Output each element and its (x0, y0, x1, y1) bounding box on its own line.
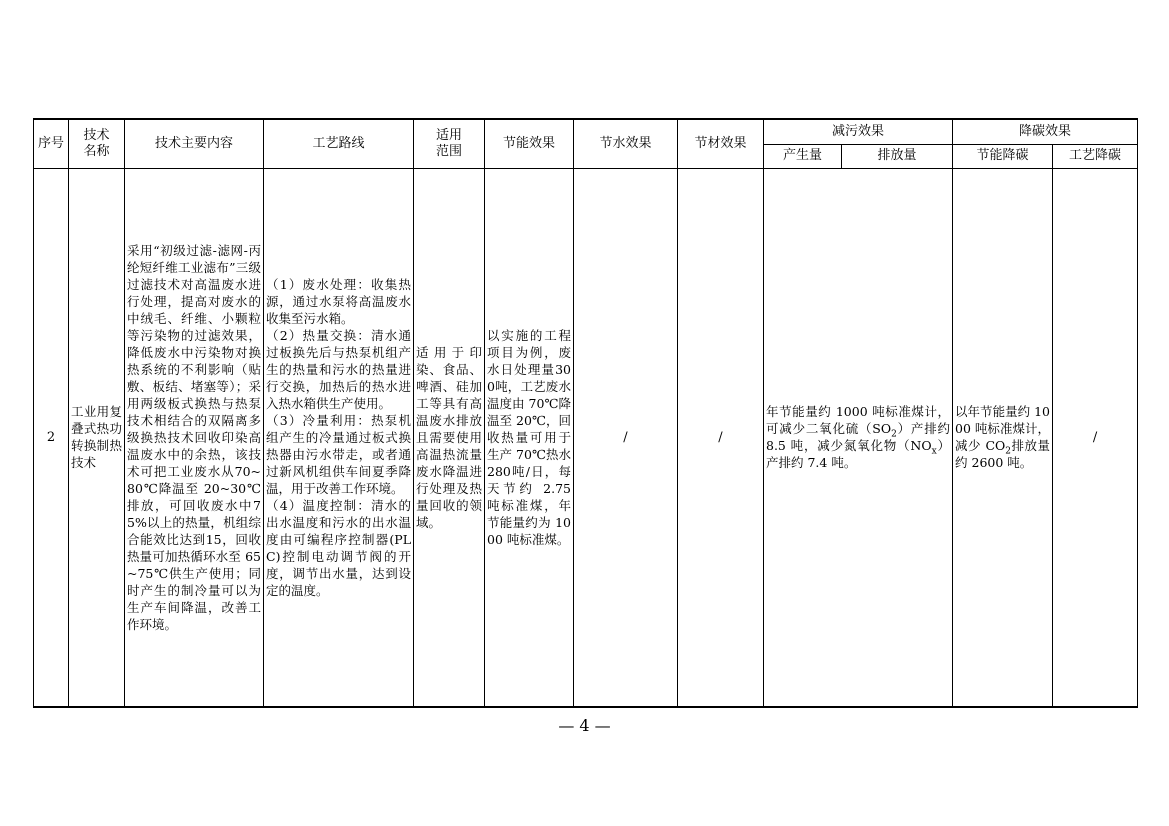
pollution-text-b: ）产排约 8.5 吨，减少氮氧化物（NO (766, 421, 951, 454)
header-seq: 序号 (34, 119, 69, 168)
carbon-sub: 2 (1005, 446, 1012, 457)
header-material: 节材效果 (678, 119, 764, 168)
header-process: 工艺路线 (264, 119, 414, 168)
header-content: 技术主要内容 (125, 119, 264, 168)
header-pollution: 减污效果 (764, 119, 953, 144)
page-number: — 4 — (558, 716, 611, 735)
pollution-sub-2: x (931, 446, 937, 457)
cell-tech-name: 工业用复叠式热功转换制热技术 (69, 168, 125, 707)
cell-water: / (574, 168, 678, 707)
pollution-text-a: 年节能量约 1000 吨标准煤计，可减少二氧化硫（SO (766, 404, 951, 437)
cell-content: 采用“初级过滤-滤网-丙纶短纤维工业滤布”三级过滤技术对高温废水进行处理，提高对废水的中绒毛、纤维、小颗粒等污染物的过滤效果，降低废水中污染物对换热系统的不利影响（贴敷、板结、堵塞等）；采用两级板式换热与热泵技术相结合的双隔离多级换热技术回收印染高温废水中的余热，该技术可把工业废水从70~80℃降温至 20~30℃排放，可回收废水中75%以上的热量，机组综合能效比达到15，回收热量可加热循环水至 65~75℃供生产使用；同时产生的制冷量可以为生产车间降温，改善工作环境。 (125, 168, 264, 707)
cell-material: / (678, 168, 764, 707)
cell-energy: 以实施的工程项目为例，废水日处理量300吨，工艺废水温度由 70℃降温至 20℃，回收热量可用于生产 70℃热水 280吨/日，每天节约 2.75 吨标准煤，年节能量约为 1000 吨标准煤。 (485, 168, 574, 707)
table-row (34, 168, 1138, 707)
carbon-text-a: 以年节能量约 1000 吨标准煤计，减少 CO (955, 404, 1051, 454)
cell-carbon-energy (953, 168, 1053, 707)
header-pollution-emit: 排放量 (842, 144, 953, 168)
pollution-sub-1: 2 (891, 429, 897, 440)
header-water: 节水效果 (574, 119, 678, 168)
header-carbon: 降碳效果 (953, 119, 1138, 144)
cell-seq: 2 (34, 168, 69, 707)
cell-process: （1）废水处理：收集热源，通过水泵将高温废水收集至污水箱。 （2）热量交换：清水通过板换先后与热泵机组产生的热量和污水的热量进行交换，加热后的热水进入热水箱供生产使用。 （3）冷量利用：热泵机组产生的冷量通过板式换热器由污水带走，或者通过新风机组供车间夏季降温，用于改善工作环境。 （4）温度控制：清水的出水温度和污水的出水温度由可编程序控制器(PLC)控制电动调节阀的开度，调节出水量，达到设定的温度。 (264, 168, 414, 707)
cell-carbon-process: / (1053, 168, 1138, 707)
header-tech-name: 技术 名称 (69, 119, 125, 168)
cell-pollution (764, 168, 953, 707)
header-energy: 节能效果 (485, 119, 574, 168)
header-scope: 适用 范围 (414, 119, 485, 168)
tech-table (33, 118, 1138, 708)
pollution-text-c: ）产排约 7.4 吨。 (766, 438, 950, 471)
header-carbon-energy: 节能降碳 (953, 144, 1053, 168)
carbon-text-b: 排放量约 2600 吨。 (955, 438, 1050, 471)
header-pollution-gen: 产生量 (764, 144, 842, 168)
header-carbon-process: 工艺降碳 (1053, 144, 1138, 168)
cell-scope: 适用于印染、食品、啤酒、硅加工等具有高温废水排放且需要使用高温热流量废水降温进行处理及热量回收的领域。 (414, 168, 485, 707)
